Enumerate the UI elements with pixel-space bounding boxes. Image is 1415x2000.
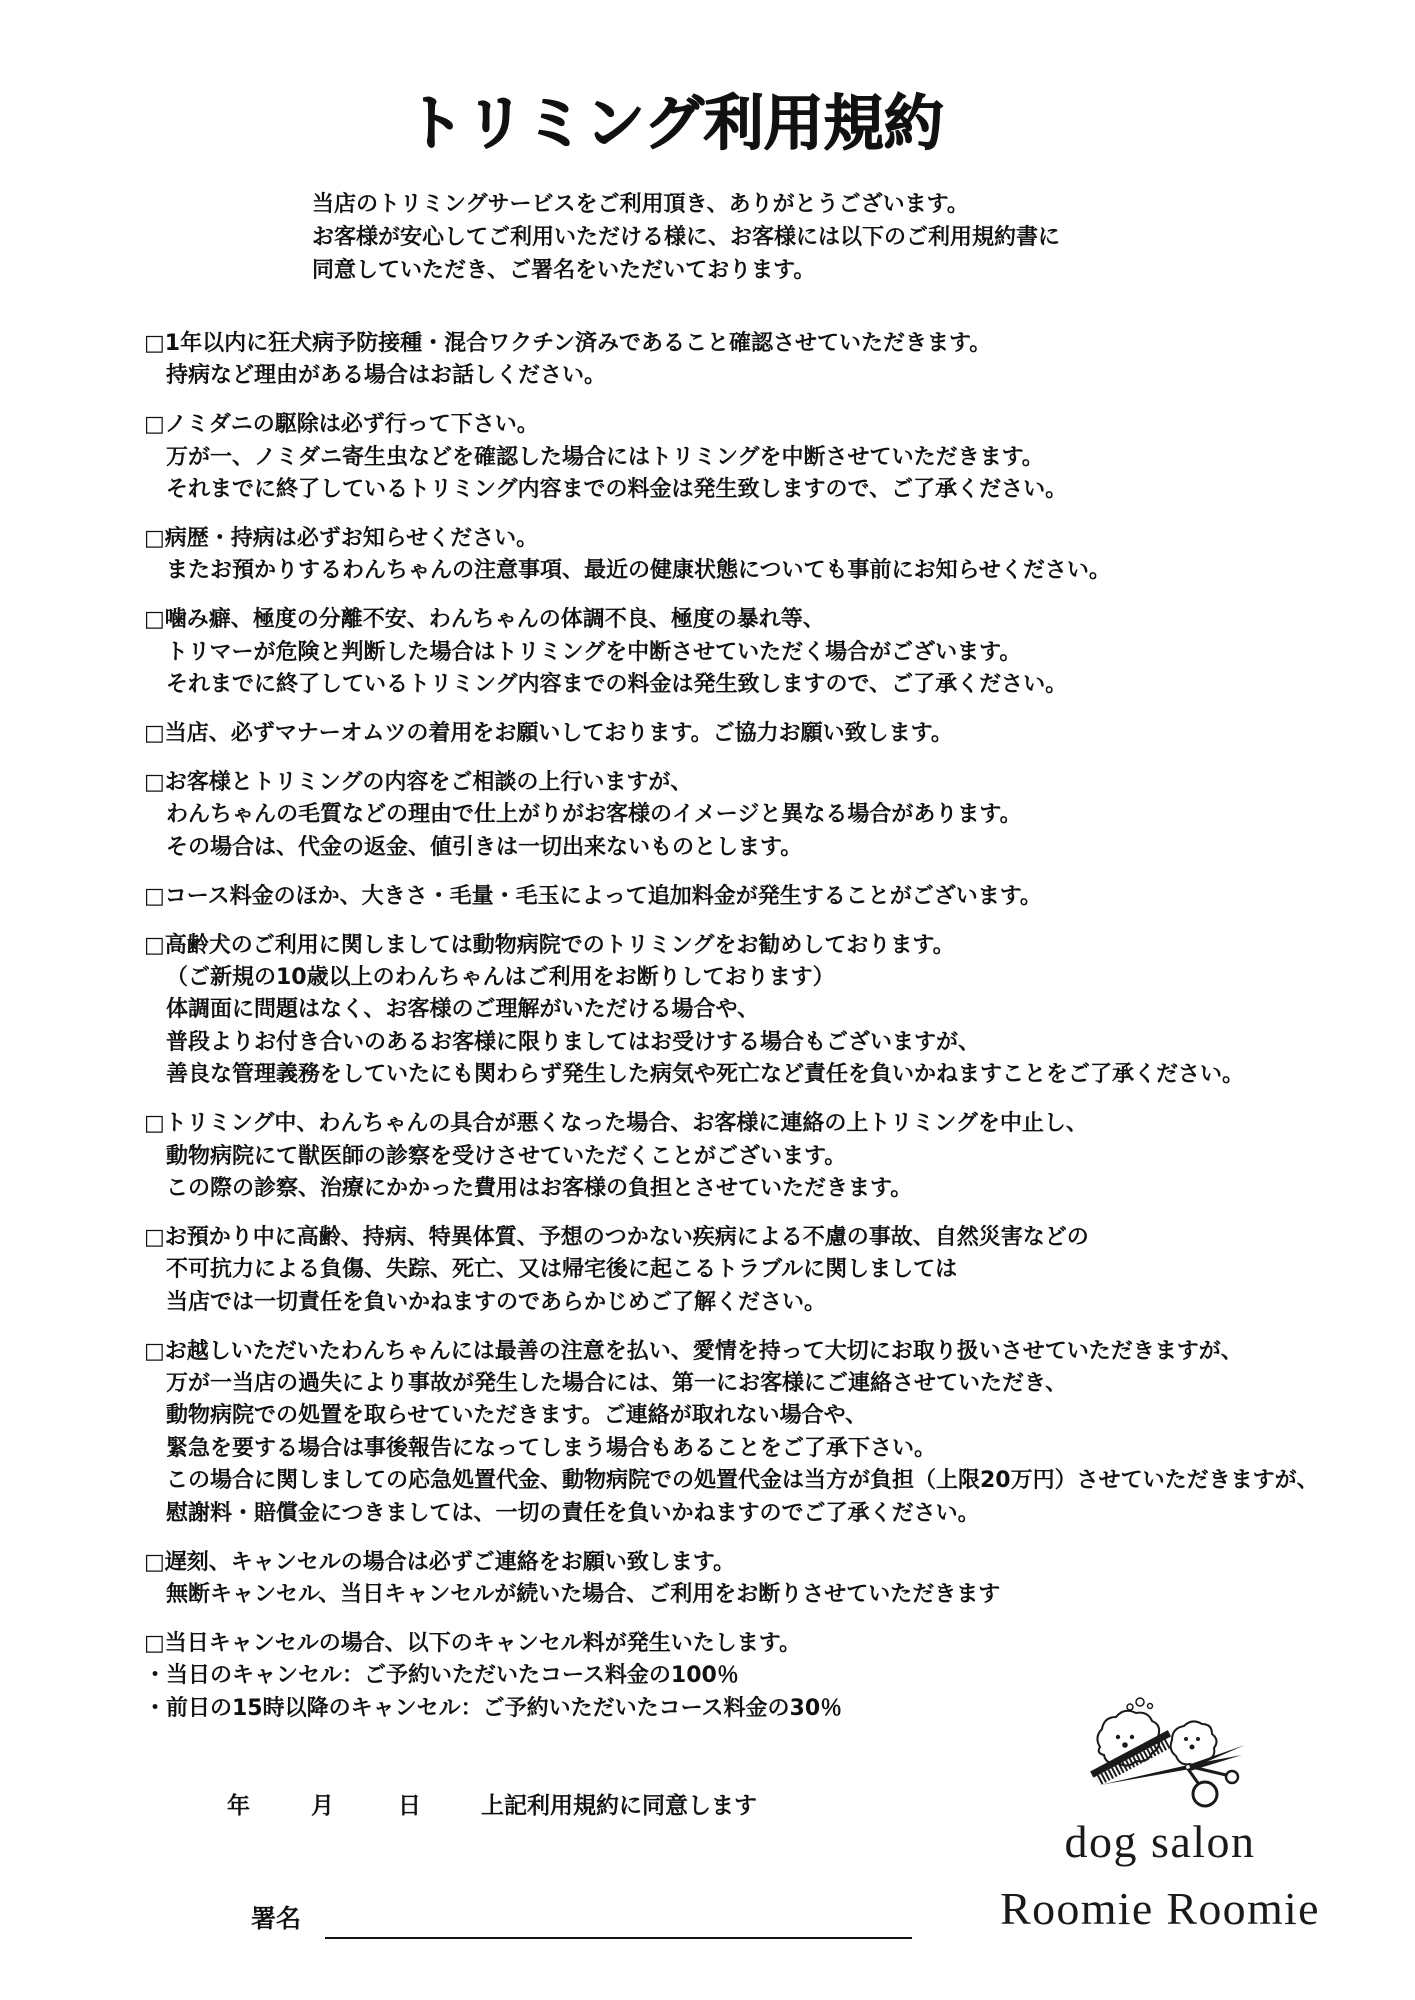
term-line: □1年以内に狂犬病予防接種・混合ワクチン済みであること確認させていただきます。 bbox=[144, 331, 992, 356]
term-line: 持病など理由がある場合はお話しください。 bbox=[166, 363, 607, 389]
term-bullet-line: ・前日の15時以降のキャンセル：ご予約いただいたコース料金の30％ bbox=[144, 1695, 843, 1721]
term-item-3 bbox=[144, 523, 1319, 588]
term-line: □ノミダニの駆除は必ず行って下さい。 bbox=[144, 412, 539, 438]
signature-label: 署名 bbox=[251, 1904, 302, 1933]
term-line: 万が一当店の過失により事故が発生した場合には、第一にお客様にご連絡させていただき、 bbox=[166, 1370, 1068, 1396]
term-line: それまでに終了しているトリミング内容までの料金は発生致しますので、ご了承ください。 bbox=[166, 477, 1068, 503]
agreement-date-row bbox=[0, 1789, 900, 1823]
dog-comb-scissors-icon bbox=[1080, 1695, 1255, 1820]
page-title: トリミング利用規約 bbox=[405, 89, 944, 159]
logo-line-roomie-roomie: Roomie Roomie bbox=[1000, 1883, 1320, 1934]
signature-line bbox=[325, 1937, 912, 1939]
term-bullet-line: ・当日のキャンセル：ご予約いただいたコース料金の100％ bbox=[144, 1663, 739, 1689]
term-line: 動物病院での処置を取らせていただきます。ご連絡が取れない場合や、 bbox=[166, 1403, 868, 1429]
term-line: 体調面に問題はなく、お客様のご理解がいただける場合や、 bbox=[166, 997, 760, 1023]
term-item-9 bbox=[144, 1108, 1319, 1205]
term-line: 慰謝料・賠償金につきましては、一切の責任を負いかねますのでご了承ください。 bbox=[166, 1500, 980, 1526]
term-line: □お客様とトリミングの内容をご相談の上行いますが、 bbox=[144, 769, 693, 795]
term-line: 不可抗力による負傷、失踪、死亡、又は帰宅後に起こるトラブルに関しましては bbox=[166, 1257, 958, 1283]
term-line: 動物病院にて獣医師の診察を受けさせていただくことがございます。 bbox=[166, 1143, 847, 1169]
intro bbox=[312, 188, 1060, 287]
term-item-10 bbox=[144, 1222, 1319, 1319]
term-line: □遅刻、キャンセルの場合は必ずご連絡をお願い致します。 bbox=[144, 1549, 736, 1575]
term-line: □噛み癖、極度の分離不安、わんちゃんの体調不良、極度の暴れ等、 bbox=[144, 607, 825, 633]
term-line: 万が一、ノミダニ寄生虫などを確認した場合にはトリミングを中断させていただきます。 bbox=[166, 444, 1044, 470]
term-line: □高齢犬のご利用に関しましては動物病院でのトリミングをお勧めしております。 bbox=[144, 932, 955, 958]
intro-line: 当店のトリミングサービスをご利用頂き、ありがとうございます。 bbox=[312, 192, 969, 217]
term-line: □病歴・持病は必ずお知らせください。 bbox=[144, 526, 539, 552]
term-line: またお預かりするわんちゃんの注意事項、最近の健康状態についても事前にお知らせください。 bbox=[166, 558, 1111, 584]
intro-line: お客様が安心してご利用いただける様に、お客様には以下のご利用規約書に bbox=[312, 225, 1061, 250]
month-label: 月 bbox=[311, 1793, 334, 1819]
logo-line-dog-salon: dog salon bbox=[1064, 1816, 1256, 1867]
term-item-4 bbox=[144, 604, 1319, 701]
term-line: 善良な管理義務をしていたにも関わらず発生した病気や死亡など責任を負いかねますことをご了承ください。 bbox=[166, 1062, 1245, 1088]
term-line: それまでに終了しているトリミング内容までの料金は発生致しますので、ご了承ください。 bbox=[166, 672, 1068, 698]
term-line: □お預かり中に高齢、持病、特異体質、予想のつかない疾病による不慮の事故、自然災害などの bbox=[144, 1224, 1089, 1250]
term-line: □当日キャンセルの場合、以下のキャンセル料が発生いたします。 bbox=[144, 1630, 802, 1656]
term-line: 当店では一切責任を負いかねますのであらかじめご了解ください。 bbox=[166, 1289, 827, 1315]
term-item-11 bbox=[144, 1336, 1319, 1530]
term-item-12 bbox=[144, 1547, 1319, 1612]
term-line: □お越しいただいたわんちゃんには最善の注意を払い、愛情を持って大切にお取り扱いさせていただきますが、 bbox=[144, 1338, 1243, 1364]
term-line: トリマーが危険と判断した場合はトリミングを中断させていただく場合がございます。 bbox=[166, 639, 1022, 665]
term-item-5 bbox=[144, 718, 1319, 750]
terms-list bbox=[144, 328, 1319, 1742]
day-label: 日 bbox=[398, 1793, 421, 1819]
term-line: 緊急を要する場合は事後報告になってしまう場合もあることをご了承下さい。 bbox=[166, 1435, 937, 1461]
term-line: □コース料金のほか、大きさ・毛量・毛玉によって追加料金が発生することがございます。 bbox=[144, 883, 1042, 909]
term-line: （ご新規の10歳以上のわんちゃんはご利用をお断りしております） bbox=[166, 965, 835, 990]
term-line: 無断キャンセル、当日キャンセルが続いた場合、ご利用をお断りさせていただきます bbox=[166, 1581, 1001, 1607]
term-line: この際の診察、治療にかかった費用はお客様の負担とさせていただきます。 bbox=[166, 1175, 913, 1201]
term-line: この場合に関しましての応急処置代金、動物病院での処置代金は当方が負担（上限20万円）させていただきますが、 bbox=[166, 1468, 1319, 1494]
term-item-6 bbox=[144, 767, 1319, 864]
term-line: □トリミング中、わんちゃんの具合が悪くなった場合、お客様に連絡の上トリミングを中止し、 bbox=[144, 1111, 1088, 1137]
term-item-7 bbox=[144, 881, 1319, 913]
term-line: その場合は、代金の返金、値引きは一切出来ないものとします。 bbox=[166, 834, 803, 860]
term-line: わんちゃんの毛質などの理由で仕上がりがお客様のイメージと異なる場合があります。 bbox=[166, 802, 1022, 828]
term-line: □当店、必ずマナーオムツの着用をお願いしております。ご協力お願い致します。 bbox=[144, 721, 953, 747]
intro-line: 同意していただき、ご署名をいただいております。 bbox=[312, 258, 816, 283]
term-item-8 bbox=[144, 930, 1319, 1092]
term-item-2 bbox=[144, 409, 1319, 506]
year-label: 年 bbox=[227, 1793, 250, 1819]
term-item-1 bbox=[144, 328, 1319, 393]
term-line: 普段よりお付き合いのあるお客様に限りましてはお受けする場合もございますが、 bbox=[166, 1029, 981, 1055]
agreement-statement: 上記利用規約に同意します bbox=[481, 1793, 757, 1819]
